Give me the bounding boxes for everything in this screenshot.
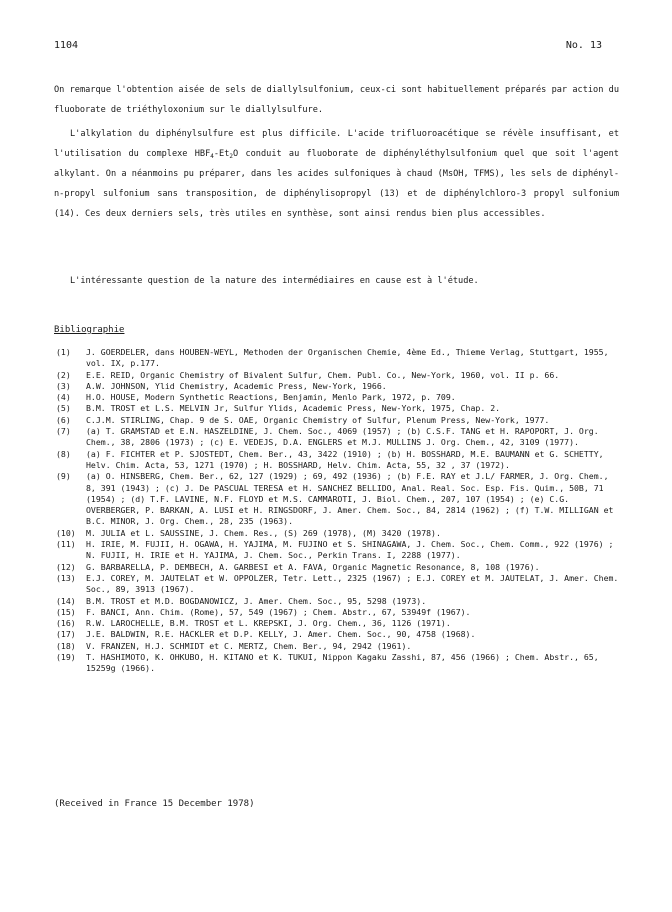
reference-item [56,403,622,414]
reference-text: E.E. REID, Organic Chemistry of Bivalent Sulfur, Chem. Publ. Co., New-York, 1960, vol. II p. 66. [86,369,560,380]
paragraph-text: L'intéressante question de la nature des intermédiaires en cause est à l'étude. [70,276,479,286]
reference-item [56,607,622,618]
reference-number: (12) [56,561,76,572]
reference-number: (6) [56,414,71,425]
paragraph-conclusion [54,271,619,291]
reference-item [56,370,622,381]
reference-text: T. HASHIMOTO, K. OHKUBO, H. KITANO et K. TUKUI, Nippon Kagaku Zasshi, 87, 456 (1966) ; Chem. Abstr., 65, 15259g (1966). [86,652,599,674]
reference-number: (19) [56,652,76,663]
reference-number: (5) [56,403,71,414]
reference-text: R.W. LAROCHELLE, B.M. TROST et L. KREPSKI, J. Org. Chem., 36, 1126 (1971). [86,618,451,629]
reference-number: (15) [56,606,76,617]
paragraph-alkylation [54,124,619,224]
reference-number: (13) [56,572,76,583]
reference-item [56,652,622,675]
reference-text: H. IRIE, M. FUJII, H. OGAWA, H. YAJIMA, M. FUJINO et S. SHINAGAWA, J. Chem. Soc., Chem. Comm., 922 (1976) ; N. FUJII, H. IRIE et H. YAJIMA, J. Chem. Soc., Perkin Trans. I, 2288 (1977). [86,539,614,561]
reference-item [56,415,622,426]
reference-text: J.E. BALDWIN, R.E. HACKLER et D.P. KELLY, J. Amer. Chem. Soc., 90, 4758 (1968). [86,629,476,640]
reference-number: (10) [56,527,76,538]
reference-item [56,618,622,629]
reference-text: (a) F. FICHTER et P. SJOSTEDT, Chem. Ber., 43, 3422 (1910) ; (b) H. BOSSHARD, M.E. BAUMANN et G. SCHETTY, Helv. Chim. Acta, 53, 1271 (1970) ; H. BOSSHARD, Helv. Chim. Acta, 55, 32 , 37 (1972). [86,448,604,470]
paragraph-diallylsulfonium [54,80,619,120]
reference-number: (8) [56,448,71,459]
reference-text: B.M. TROST et M.D. BOGDANOWICZ, J. Amer. Chem. Soc., 95, 5298 (1973). [86,595,427,606]
subscript: 4 [210,153,214,160]
reference-text: (a) T. GRAMSTAD et E.N. HASZELDINE, J. Chem. Soc., 4069 (1957) ; (b) C.S.F. TANG et H. RAPOPORT, J. Org. Chem., 38, 2806 (1973) ; (c) E. VEDEJS, D.A. ENGLERS et M.J. MULLINS J. Org. Chem., 42, 3109 (1977). [86,426,599,448]
reference-number: (3) [56,380,71,391]
reference-number: (9) [56,471,71,482]
received-date: (Received in France 15 December 1978) [54,799,255,809]
reference-text: (a) O. HINSBERG, Chem. Ber., 62, 127 (1929) ; 69, 492 (1936) ; (b) F.E. RAY et J.L/ FARMER, J. Org. Chem., 8, 391 (1943) ; (c) J. De PASCUAL TERESA et H. SANCHEZ BELLIDO, Anal. Real. Soc. Esp. Fis. Quim., 50B, 71 (1954) ; (d) T.F. LAVINE, N.F. FLOYD et M.S. CAMMAROTI, J. Biol. Chem., 207, 107 (1954) ; (e) C.G. OVERBERGER, P. BARKAN, A. LUSI et H. RINGSDORF, J. Amer. Chem. Soc., 84, 2814 (1962) ; (f) T.W. MILLIGAN et B.C. MINOR, J. Org. Chem., 28, 235 (1963). [86,471,614,527]
reference-text: J. GOERDELER, dans HOUBEN-WEYL, Methoden der Organischen Chemie, 4ème Ed., Thieme Verlag, Stuttgart, 1955, vol. IX, p.177. [86,347,609,369]
reference-number: (2) [56,369,71,380]
reference-item [56,347,622,370]
reference-text: B.M. TROST et L.S. MELVIN Jr, Sulfur Ylids, Academic Press, New-York, 1975, Chap. 2. [86,403,501,414]
reference-number: (1) [56,347,71,357]
reference-item [56,426,622,449]
reference-item [56,392,622,403]
text-run: L'alkylation du diphénylsulfure est plus difficile. L'acide trifluoroacétique se révèle insuffisant, et l'utilisation du complexe HBF [54,129,619,159]
text-run: -Et [213,149,230,159]
reference-item [56,629,622,640]
paragraph-text [54,124,619,224]
reference-number: (17) [56,629,76,640]
paragraph-text: On remarque l'obtention aisée de sels de diallylsulfonium, ceux-ci sont habituellement préparés par action du fluoborate de triéthyloxonium sur le diallylsulfure. [54,85,619,115]
reference-text: G. BARBARELLA, P. DEMBECH, A. GARBESI et A. FAVA, Organic Magnetic Resonance, 8, 108 (1976). [86,561,540,572]
reference-number: (7) [56,426,71,437]
reference-text: V. FRANZEN, H.J. SCHMIDT et C. MERTZ, Chem. Ber., 94, 2942 (1961). [86,640,412,651]
reference-text: C.J.M. STIRLING, Chap. 9 de S. OAE, Organic Chemistry of Sulfur, Plenum Press, New-York, 1977. [86,414,550,425]
reference-number: (18) [56,640,76,651]
reference-text: E.J. COREY, M. JAUTELAT et W. OPPOLZER, Tetr. Lett., 2325 (1967) ; E.J. COREY et M. JAUTELAT, J. Amer. Chem. Soc., 89, 3913 (1967). [86,572,619,595]
reference-number: (14) [56,595,76,606]
reference-number: (16) [56,618,76,629]
reference-item [56,528,622,539]
reference-item [56,573,622,596]
reference-item [56,539,622,562]
reference-number: (4) [56,392,71,403]
reference-item [56,641,622,652]
reference-text: F. BANCI, Ann. Chim. (Rome), 57, 549 (1967) ; Chem. Abstr., 67, 53949f (1967). [86,606,471,617]
reference-item [56,381,622,392]
reference-item [56,471,622,527]
reference-item [56,596,622,607]
issue-number: No. 13 [565,40,602,51]
page-number: 1104 [54,40,79,51]
bibliography-title: Bibliographie [54,325,125,335]
reference-number: (11) [56,539,76,550]
reference-item [56,562,622,573]
subscript: 2 [229,153,234,160]
reference-list [56,347,622,675]
reference-item [56,449,622,472]
reference-text: M. JULIA et L. SAUSSINE, J. Chem. Res., (S) 269 (1978), (M) 3420 (1978). [86,527,441,538]
reference-text: A.W. JOHNSON, Ylid Chemistry, Academic Press, New-York, 1966. [86,380,387,391]
reference-text: H.O. HOUSE, Modern Synthetic Reactions, Benjamin, Menlo Park, 1972, p. 709. [86,392,456,403]
text-run: O conduit au fluoborate de diphényléthylsulfonium quel que soit l'agent alkylant. On a néanmoins pu préparer, dans les acides sulfoniques à chaud (MsOH, TFMS), les sels de diphényl-n-propyl sulfonium sans transposition, de diphénylisopropyl (13) et de diphénylchloro-3 propyl sulfonium (14). Ces deux derniers sels, très utiles en synthèse, sont ainsi rendus bien plus accessibles. [54,149,619,219]
